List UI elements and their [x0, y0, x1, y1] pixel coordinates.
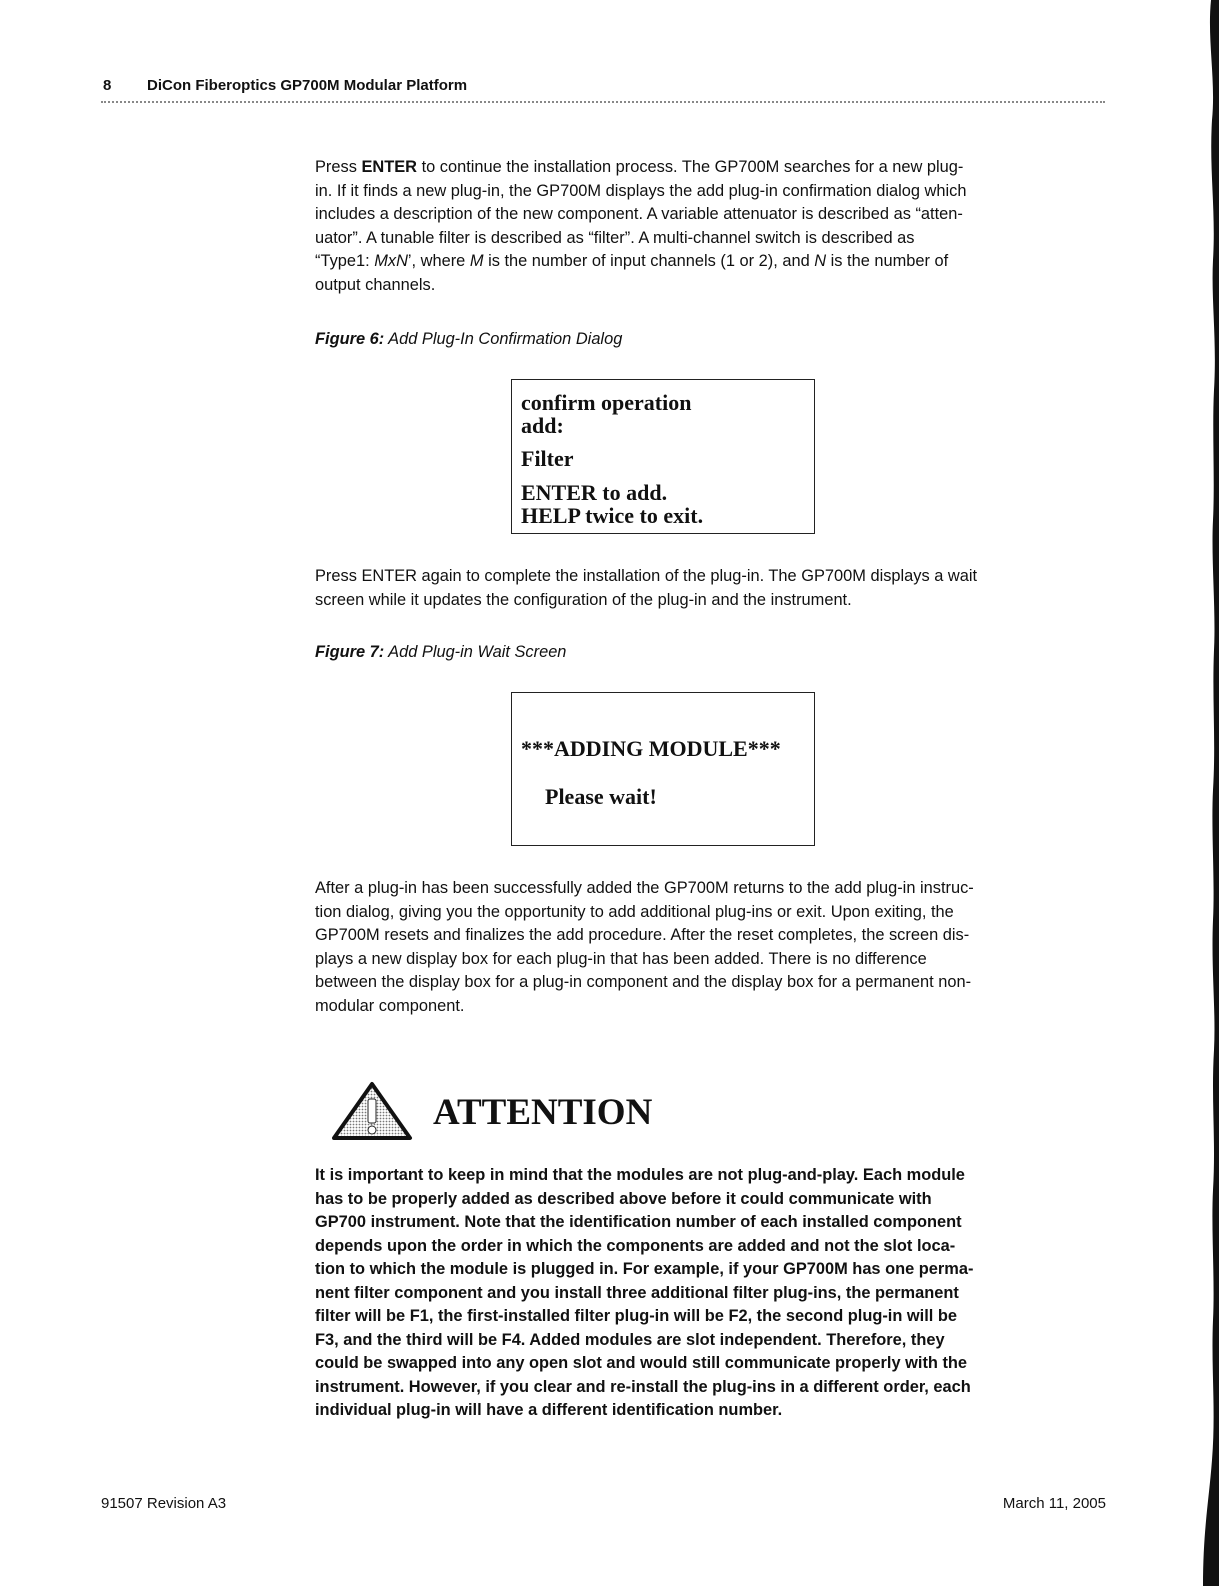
text-line: nent filter component and you install three additional filter plug-ins, the permanent: [315, 1283, 959, 1302]
figure-7-caption: [315, 643, 566, 662]
text-line: plays a new display box for each plug-in that has been added. There is no difference: [315, 949, 927, 968]
screen-line: ENTER to add.: [521, 480, 668, 505]
text-line: Press ENTER to continue the installation process. The GP700M searches for a new plug-: [315, 158, 964, 176]
text-line: GP700 instrument. Note that the identification number of each installed component: [315, 1213, 962, 1231]
attention-title: ATTENTION: [433, 1092, 653, 1133]
header-rule: [101, 101, 1105, 103]
text-line: individual plug-in will have a different identification number.: [315, 1401, 783, 1419]
text-line: between the display box for a plug-in component and the display box for a permanent non-: [315, 973, 972, 991]
screen-line: add:: [521, 413, 564, 438]
confirmation-dialog-screen: [511, 379, 815, 534]
text-line: Press ENTER again to complete the installation of the plug-in. The GP700M displays a wait: [315, 567, 978, 585]
text-line: “Type1: MxN’, where M is the number of input channels (1 or 2), and N is the number of: [315, 252, 949, 270]
text-line: tion to which the module is plugged in. For example, if your GP700M has one perma-: [315, 1260, 974, 1278]
attention-body: [315, 1164, 1105, 1423]
scan-binding-edge: [1159, 0, 1219, 1586]
figure-6-label: Figure 6:: [315, 330, 385, 348]
text-line: could be swapped into any open slot and would still communicate properly with the: [315, 1354, 968, 1372]
screen-line: HELP twice to exit.: [521, 503, 704, 528]
screen-line: confirm operation: [521, 390, 692, 415]
text-line: filter will be F1, the first-installed filter plug-in will be F2, the second plug-in will be: [315, 1307, 958, 1325]
text-line: has to be properly added as described above before it could communicate with: [315, 1189, 932, 1208]
figure-6-title: Add Plug-In Confirmation Dialog: [384, 330, 623, 348]
text-line: screen while it updates the configuration of the plug-in and the instrument.: [315, 590, 852, 609]
text-line: After a plug-in has been successfully added the GP700M returns to the add plug-in instruc-: [315, 879, 974, 897]
paragraph-after-add: [315, 877, 1105, 1018]
figure-7-title: Add Plug-in Wait Screen: [384, 643, 567, 661]
text-line: instrument. However, if you clear and re-install the plug-ins in a different order, each: [315, 1377, 971, 1396]
text-line: output channels.: [315, 275, 436, 294]
footer-date: March 11, 2005: [1002, 1495, 1106, 1512]
text-line: in. If it finds a new plug-in, the GP700M displays the add plug-in confirmation dialog which: [315, 181, 967, 200]
warning-icon: [331, 1081, 413, 1141]
text-line: depends upon the order in which the components are added and not the slot loca-: [315, 1236, 956, 1255]
wait-screen: [511, 692, 815, 846]
text-line: tion dialog, giving you the opportunity to add additional plug-ins or exit. Upon exiting, the: [315, 902, 954, 921]
text-line: modular component.: [315, 996, 465, 1015]
screen-line: Please wait!: [545, 784, 657, 809]
screen-line: Filter: [521, 446, 574, 471]
page-number: 8: [103, 77, 112, 94]
text-line: F3, and the third will be F4. Added modules are slot independent. Therefore, they: [315, 1330, 945, 1349]
text-line: uator”. A tunable filter is described as “filter”. A multi-channel switch is described as: [315, 228, 915, 247]
text-line: It is important to keep in mind that the modules are not plug-and-play. Each module: [315, 1166, 965, 1184]
figure-6-caption: [315, 330, 622, 349]
figure-7-label: Figure 7:: [315, 643, 385, 661]
paragraph-complete: [315, 565, 1105, 612]
screen-line: ***ADDING MODULE***: [521, 736, 781, 761]
footer-revision: 91507 Revision A3: [101, 1495, 227, 1512]
paragraph-intro: [315, 156, 1105, 297]
header-title: DiCon Fiberoptics GP700M Modular Platform: [147, 77, 468, 94]
text-line: GP700M resets and finalizes the add procedure. After the reset completes, the screen dis-: [315, 926, 970, 944]
text-line: includes a description of the new component. A variable attenuator is described as “atten-: [315, 205, 963, 223]
enter-key-text: ENTER: [361, 158, 418, 176]
